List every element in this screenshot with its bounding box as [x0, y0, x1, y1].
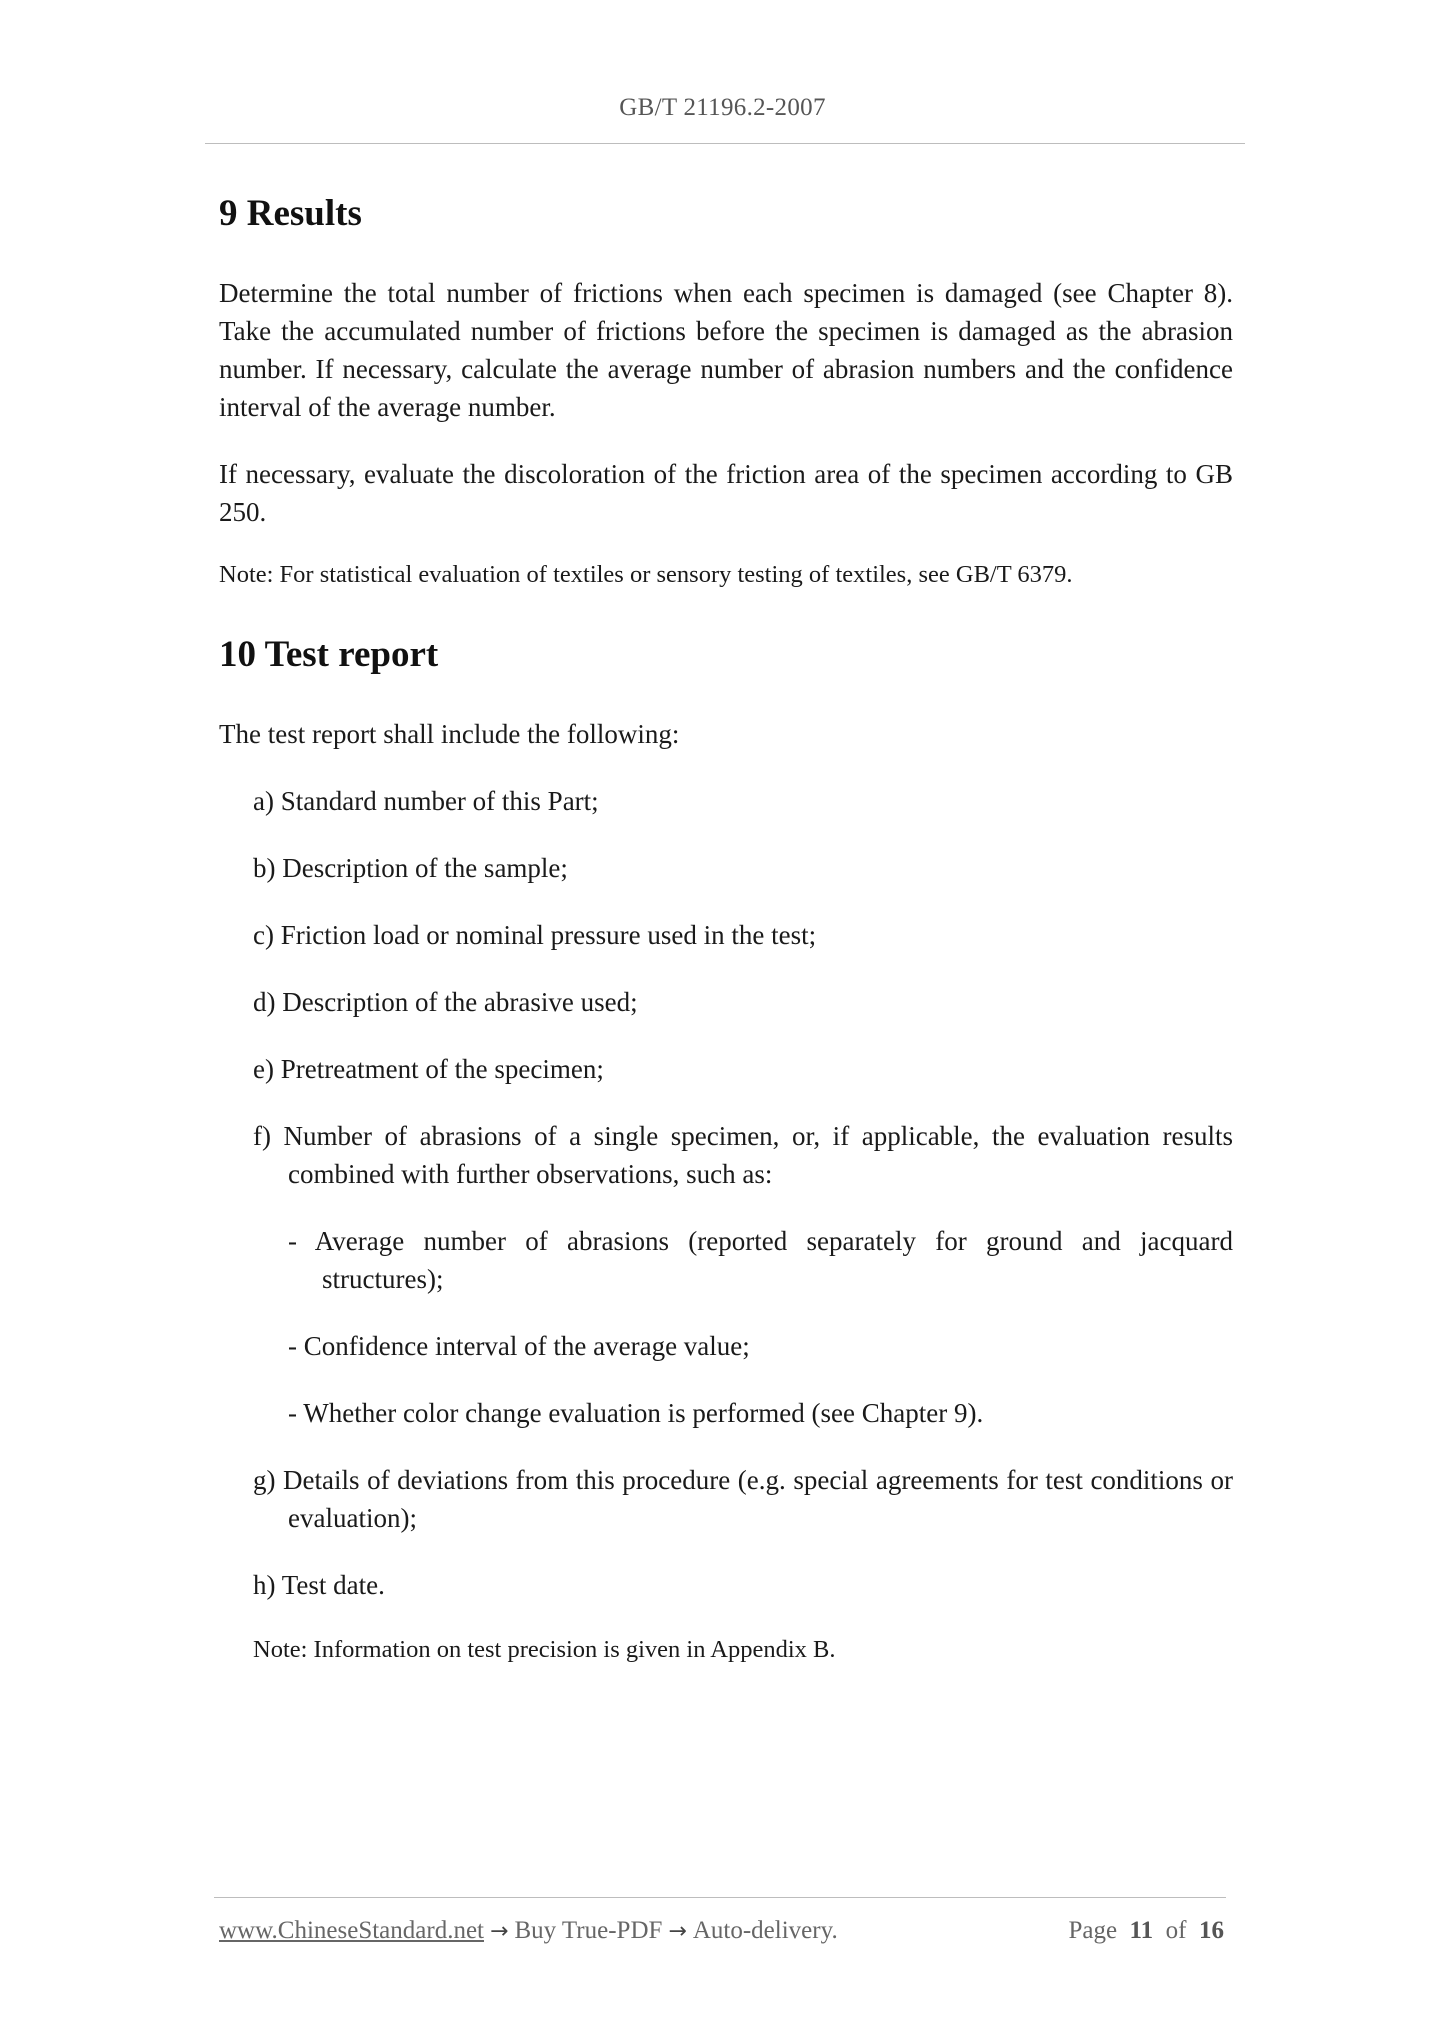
report-item-b: b) Description of the sample;: [253, 853, 568, 883]
report-item-e: e) Pretreatment of the specimen;: [253, 1054, 604, 1084]
section-10-note: Note: Information on test precision is given in Appendix B.: [253, 1636, 836, 1663]
section-10-intro: The test report shall include the following:: [219, 719, 680, 749]
arrow-right-icon: →: [490, 1919, 509, 1944]
footer-promo: [219, 1917, 838, 1945]
report-subitem-confidence: - Confidence interval of the average value;: [288, 1331, 750, 1361]
document-header-id: GB/T 21196.2-2007: [619, 94, 826, 121]
page-footer: [219, 1917, 1224, 1957]
website-link[interactable]: www.ChineseStandard.net: [219, 1917, 484, 1944]
section-10-heading: 10 Test report: [219, 634, 439, 675]
of-label: of: [1165, 1917, 1187, 1944]
report-item-d: d) Description of the abrasive used;: [253, 987, 638, 1017]
page-total: 16: [1199, 1917, 1224, 1944]
section-9-note: Note: For statistical evaluation of textiles or sensory testing of textiles, see GB/T 6379.: [219, 561, 1073, 588]
auto-delivery-text: Auto-delivery.: [692, 1917, 838, 1944]
report-item-c: c) Friction load or nominal pressure used in the test;: [253, 920, 817, 950]
section-9-paragraph-1: Determine the total number of frictions when each specimen is damaged (see Chapter 8). Take the accumulated number of frictions before the specimen is damaged as the abrasion number. If necessary, calculate the average number of abrasion numbers and the confidence interval of the average number.: [219, 278, 1233, 422]
header-divider: [205, 143, 1245, 144]
report-item-g: g) Details of deviations from this procedure (e.g. special agreements for test conditions or evaluation);: [253, 1465, 1233, 1533]
arrow-right-icon: →: [668, 1919, 687, 1944]
report-item-h: h) Test date.: [253, 1570, 385, 1600]
report-item-f: f) Number of abrasions of a single specimen, or, if applicable, the evaluation results combined with further observations, such as:: [253, 1121, 1233, 1189]
report-subitem-color-change: - Whether color change evaluation is performed (see Chapter 9).: [288, 1398, 984, 1428]
footer-divider: [214, 1897, 1226, 1898]
section-9-paragraph-2: If necessary, evaluate the discoloration of the friction area of the specimen according to GB 250.: [219, 459, 1233, 527]
report-item-a: a) Standard number of this Part;: [253, 786, 599, 816]
buy-true-pdf-text: Buy True-PDF: [514, 1917, 663, 1944]
report-subitem-average: - Average number of abrasions (reported separately for ground and jacquard structures);: [288, 1226, 1233, 1294]
page-counter: [1068, 1917, 1224, 1945]
page-content: [219, 188, 1233, 1668]
page-label: Page: [1068, 1917, 1118, 1944]
page-current: 11: [1129, 1917, 1154, 1944]
section-9-heading: 9 Results: [219, 193, 362, 234]
